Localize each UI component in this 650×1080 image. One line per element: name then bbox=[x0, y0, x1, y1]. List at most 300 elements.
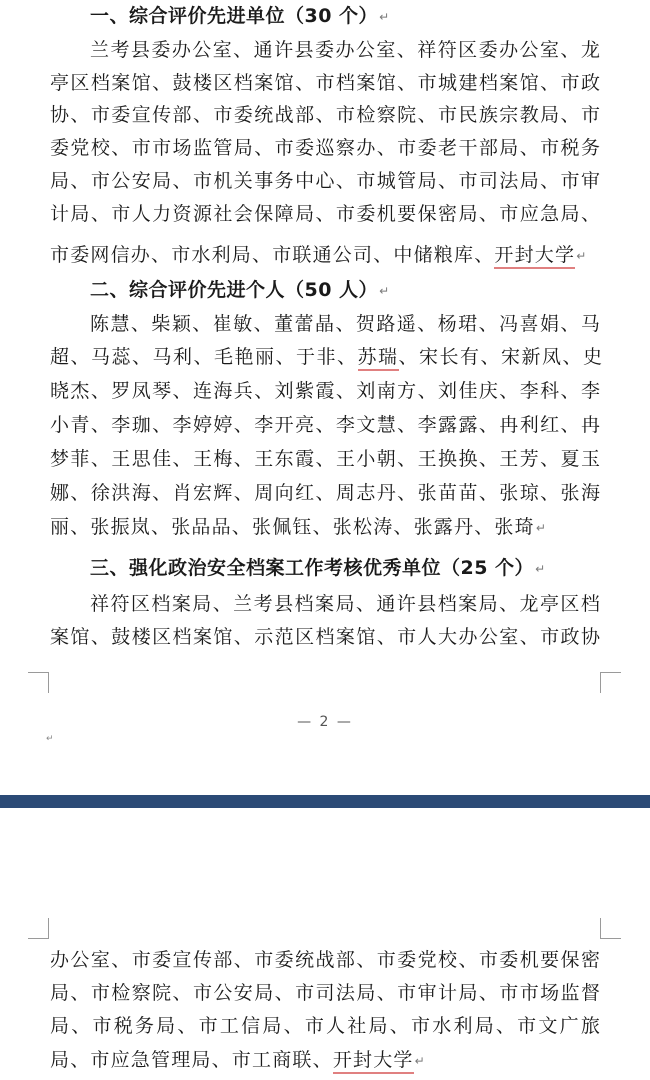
glyph: 李 bbox=[519, 380, 539, 402]
underlined-name: 开封大学 bbox=[333, 1049, 414, 1074]
glyph: 档 bbox=[315, 626, 335, 648]
glyph: 资 bbox=[172, 203, 192, 225]
glyph: 市 bbox=[295, 982, 315, 1004]
glyph: 协 bbox=[50, 104, 70, 126]
glyph: 市 bbox=[131, 137, 151, 159]
section-1-heading bbox=[90, 2, 390, 31]
glyph: 市 bbox=[499, 982, 519, 1004]
underlined-name: 苏瑞 bbox=[358, 346, 399, 371]
section-2-line-3 bbox=[50, 377, 600, 405]
glyph: 政 bbox=[580, 72, 600, 94]
glyph: 市 bbox=[540, 137, 560, 159]
glyph: 族 bbox=[478, 104, 498, 126]
glyph: 馆 bbox=[356, 626, 376, 648]
glyph: 统 bbox=[295, 949, 315, 971]
glyph: 、 bbox=[172, 380, 192, 402]
section-2-heading bbox=[90, 276, 390, 305]
glyph: 兰 bbox=[233, 593, 253, 615]
glyph: 务 bbox=[274, 170, 294, 192]
section-1-line-7-text: 市委网信办、市水利局、市联通公司、中储粮库、 bbox=[50, 244, 495, 266]
margin-corner-top-left bbox=[28, 918, 49, 939]
glyph: 东 bbox=[274, 448, 294, 470]
glyph: 区 bbox=[213, 72, 233, 94]
glyph: 市 bbox=[376, 949, 396, 971]
glyph: 法 bbox=[335, 982, 355, 1004]
glyph: 室 bbox=[90, 949, 110, 971]
glyph: 档 bbox=[172, 626, 192, 648]
glyph: 委 bbox=[356, 203, 376, 225]
glyph: 、 bbox=[478, 982, 498, 1004]
glyph: 市 bbox=[397, 982, 417, 1004]
glyph: 娜 bbox=[50, 482, 70, 504]
glyph: 、 bbox=[560, 313, 580, 335]
glyph: 保 bbox=[254, 203, 274, 225]
glyph: 市 bbox=[90, 104, 110, 126]
glyph: 区 bbox=[295, 626, 315, 648]
glyph: 社 bbox=[213, 203, 233, 225]
glyph: 局 bbox=[474, 1015, 494, 1037]
glyph: 档 bbox=[478, 72, 498, 94]
glyph: 、 bbox=[376, 982, 396, 1004]
glyph: 王 bbox=[111, 448, 131, 470]
glyph: 会 bbox=[233, 203, 253, 225]
glyph: 、 bbox=[152, 72, 172, 94]
glyph: 局 bbox=[458, 203, 478, 225]
glyph: 、 bbox=[70, 482, 90, 504]
glyph: 公 bbox=[355, 39, 375, 61]
glyph: 城 bbox=[438, 72, 458, 94]
glyph: 宣 bbox=[131, 104, 151, 126]
glyph: 机 bbox=[519, 949, 539, 971]
glyph: 、 bbox=[560, 380, 580, 402]
glyph: 案 bbox=[335, 626, 355, 648]
glyph: 、 bbox=[580, 203, 600, 225]
glyph: 周 bbox=[254, 482, 274, 504]
glyph: 、 bbox=[172, 982, 192, 1004]
glyph: 陈 bbox=[90, 313, 110, 335]
glyph: 干 bbox=[458, 137, 478, 159]
glyph: 室 bbox=[499, 626, 519, 648]
glyph: 柴 bbox=[151, 313, 171, 335]
underlined-name: 开封大学 bbox=[494, 244, 575, 269]
glyph: 、 bbox=[283, 1015, 303, 1037]
section-2-line-2-after: 、宋长有、宋新凤、史 bbox=[398, 346, 604, 368]
glyph: 朝 bbox=[376, 448, 396, 470]
glyph: 、 bbox=[478, 414, 498, 436]
glyph: 局 bbox=[254, 982, 274, 1004]
glyph: 市 bbox=[397, 626, 417, 648]
glyph: 统 bbox=[254, 104, 274, 126]
glyph: 、 bbox=[315, 448, 335, 470]
glyph: 、 bbox=[233, 626, 253, 648]
section-1-heading-text: 一、综合评价先进单位（30 个） bbox=[90, 5, 379, 27]
glyph: 、 bbox=[438, 170, 458, 192]
glyph: 小 bbox=[50, 414, 70, 436]
glyph: 委 bbox=[397, 949, 417, 971]
glyph: 张 bbox=[499, 482, 519, 504]
glyph: 、 bbox=[356, 949, 376, 971]
footer-paragraph-mark: ↵ bbox=[46, 734, 54, 744]
glyph: 、 bbox=[417, 380, 437, 402]
glyph: 霞 bbox=[315, 380, 335, 402]
glyph: 教 bbox=[519, 104, 539, 126]
glyph: 、 bbox=[172, 448, 192, 470]
glyph: 考 bbox=[253, 593, 273, 615]
glyph: 源 bbox=[192, 203, 212, 225]
glyph: 芳 bbox=[519, 448, 539, 470]
glyph: 办 bbox=[171, 39, 191, 61]
glyph: 、 bbox=[192, 104, 212, 126]
section-2-heading-text: 二、综合评价先进个人（50 人） bbox=[90, 279, 379, 301]
glyph: 关 bbox=[233, 170, 253, 192]
glyph: 李 bbox=[417, 414, 437, 436]
glyph: 换 bbox=[438, 448, 458, 470]
glyph: 楼 bbox=[192, 72, 212, 94]
glyph: 红 bbox=[295, 482, 315, 504]
glyph: 紫 bbox=[295, 380, 315, 402]
glyph: 公 bbox=[192, 39, 212, 61]
glyph: 、 bbox=[172, 170, 192, 192]
glyph: 局 bbox=[152, 170, 172, 192]
glyph: 县 bbox=[417, 593, 437, 615]
glyph: 、 bbox=[397, 414, 417, 436]
glyph: 委 bbox=[152, 949, 172, 971]
glyph: 公 bbox=[519, 39, 539, 61]
glyph: 、 bbox=[71, 1015, 91, 1037]
section-2-line-4 bbox=[50, 411, 600, 439]
glyph: 市 bbox=[152, 137, 172, 159]
glyph: 、 bbox=[233, 949, 253, 971]
glyph: 县 bbox=[130, 39, 150, 61]
glyph: 、 bbox=[70, 982, 90, 1004]
glyph: 市 bbox=[304, 1015, 324, 1037]
glyph: 、 bbox=[540, 72, 560, 94]
glyph: 案 bbox=[458, 593, 478, 615]
glyph: 战 bbox=[315, 949, 335, 971]
glyph: 委 bbox=[151, 39, 171, 61]
glyph: 市 bbox=[478, 949, 498, 971]
glyph: 、 bbox=[212, 593, 232, 615]
glyph: 办 bbox=[458, 626, 478, 648]
glyph: 应 bbox=[519, 203, 539, 225]
glyph: 公 bbox=[70, 949, 90, 971]
glyph: 崔 bbox=[212, 313, 232, 335]
glyph: 通 bbox=[253, 39, 273, 61]
glyph: 办 bbox=[335, 39, 355, 61]
glyph: 室 bbox=[539, 39, 559, 61]
glyph: 审 bbox=[580, 170, 600, 192]
paragraph-mark: ↵ bbox=[576, 249, 588, 263]
glyph: 、 bbox=[478, 203, 498, 225]
glyph: 苗 bbox=[438, 482, 458, 504]
glyph: 娟 bbox=[539, 313, 559, 335]
glyph: 敏 bbox=[233, 313, 253, 335]
glyph: 、 bbox=[177, 1015, 197, 1037]
glyph: 冉 bbox=[580, 414, 600, 436]
glyph: 、 bbox=[335, 380, 355, 402]
glyph: 办 bbox=[499, 39, 519, 61]
glyph: 丹 bbox=[376, 482, 396, 504]
glyph: 局 bbox=[458, 982, 478, 1004]
glyph: 洪 bbox=[111, 482, 131, 504]
glyph: 冉 bbox=[499, 414, 519, 436]
glyph: 市 bbox=[580, 104, 600, 126]
glyph: 换 bbox=[458, 448, 478, 470]
glyph: 通 bbox=[376, 593, 396, 615]
glyph: 委 bbox=[111, 104, 131, 126]
glyph: 计 bbox=[438, 982, 458, 1004]
section-2-line-2 bbox=[50, 343, 604, 371]
margin-corner-bottom-left bbox=[28, 672, 49, 693]
section-2-line-5 bbox=[50, 445, 600, 473]
glyph: 许 bbox=[274, 39, 294, 61]
glyph: 室 bbox=[212, 39, 232, 61]
glyph: 、 bbox=[90, 203, 110, 225]
glyph: 保 bbox=[560, 949, 580, 971]
glyph: 中 bbox=[295, 170, 315, 192]
glyph: 马 bbox=[580, 313, 600, 335]
glyph: 向 bbox=[274, 482, 294, 504]
section-1-line-3 bbox=[50, 101, 600, 129]
margin-corner-top-right bbox=[600, 918, 621, 939]
glyph: 场 bbox=[540, 982, 560, 1004]
glyph: 、 bbox=[90, 448, 110, 470]
glyph: 市 bbox=[458, 170, 478, 192]
glyph: 市 bbox=[131, 949, 151, 971]
glyph: 鼓 bbox=[172, 72, 192, 94]
glyph: 、 bbox=[335, 313, 355, 335]
glyph: 、 bbox=[499, 380, 519, 402]
glyph: 方 bbox=[397, 380, 417, 402]
glyph: 人 bbox=[326, 1015, 346, 1037]
section-3-line-1 bbox=[90, 590, 600, 618]
section-1-line-6 bbox=[50, 200, 600, 228]
glyph: 馆 bbox=[274, 72, 294, 94]
glyph: 力 bbox=[152, 203, 172, 225]
glyph: 馆 bbox=[70, 626, 90, 648]
glyph: 、 bbox=[540, 482, 560, 504]
glyph: 馆 bbox=[519, 72, 539, 94]
glyph: 亭 bbox=[50, 72, 70, 94]
section-2-line-2-before: 超、马蕊、马利、毛艳丽、于非、 bbox=[50, 346, 358, 368]
glyph: 密 bbox=[438, 203, 458, 225]
glyph: 检 bbox=[111, 982, 131, 1004]
glyph: 司 bbox=[315, 982, 335, 1004]
glyph: 露 bbox=[458, 414, 478, 436]
glyph: 区 bbox=[130, 593, 150, 615]
glyph: 人 bbox=[417, 626, 437, 648]
glyph: 、 bbox=[70, 104, 90, 126]
glyph: 案 bbox=[254, 72, 274, 94]
glyph: 公 bbox=[478, 626, 498, 648]
section-2-line-1 bbox=[90, 310, 600, 338]
glyph: 兵 bbox=[233, 380, 253, 402]
glyph: 蕾 bbox=[294, 313, 314, 335]
glyph: 、 bbox=[315, 104, 335, 126]
glyph: 察 bbox=[131, 982, 151, 1004]
glyph: 庆 bbox=[478, 380, 498, 402]
glyph: 保 bbox=[417, 203, 437, 225]
glyph: 、 bbox=[152, 414, 172, 436]
glyph: 监 bbox=[560, 982, 580, 1004]
glyph: 刘 bbox=[274, 380, 294, 402]
glyph: 苗 bbox=[458, 482, 478, 504]
glyph: 审 bbox=[417, 982, 437, 1004]
glyph: 档 bbox=[294, 593, 314, 615]
section-3-heading-text: 三、强化政治安全档案工作考核优秀单位（25 个） bbox=[90, 557, 535, 579]
glyph: 要 bbox=[397, 203, 417, 225]
glyph: 市 bbox=[410, 1015, 430, 1037]
glyph: 、 bbox=[560, 414, 580, 436]
glyph: 夏 bbox=[560, 448, 580, 470]
glyph: 红 bbox=[540, 414, 560, 436]
glyph: 、 bbox=[417, 104, 437, 126]
glyph: 水 bbox=[432, 1015, 452, 1037]
glyph: 大 bbox=[438, 626, 458, 648]
glyph: 委 bbox=[295, 137, 315, 159]
paragraph-mark: ↵ bbox=[379, 10, 390, 24]
paragraph-mark: ↵ bbox=[535, 521, 548, 535]
glyph: 局 bbox=[50, 982, 70, 1004]
glyph: 公 bbox=[213, 982, 233, 1004]
glyph: 人 bbox=[131, 203, 151, 225]
glyph: 案 bbox=[356, 72, 376, 94]
glyph: 、 bbox=[540, 170, 560, 192]
glyph: 巡 bbox=[315, 137, 335, 159]
glyph: 区 bbox=[152, 626, 172, 648]
section-3-line-5 bbox=[50, 1012, 600, 1040]
glyph: 机 bbox=[213, 170, 233, 192]
glyph: 公 bbox=[111, 170, 131, 192]
glyph: 符 bbox=[110, 593, 130, 615]
glyph: 、 bbox=[499, 593, 519, 615]
glyph: 、 bbox=[152, 482, 172, 504]
glyph: 、 bbox=[417, 313, 437, 335]
glyph: 局 bbox=[540, 104, 560, 126]
glyph: 霞 bbox=[295, 448, 315, 470]
glyph: 档 bbox=[335, 72, 355, 94]
glyph: 信 bbox=[241, 1015, 261, 1037]
glyph: 心 bbox=[315, 170, 335, 192]
glyph: 检 bbox=[356, 104, 376, 126]
glyph: 、 bbox=[495, 1015, 515, 1037]
glyph: 司 bbox=[478, 170, 498, 192]
glyph: 委 bbox=[50, 137, 70, 159]
glyph: 利 bbox=[453, 1015, 473, 1037]
glyph: 政 bbox=[560, 626, 580, 648]
glyph: 局 bbox=[192, 593, 212, 615]
section-2-line-7-text: 丽、张振岚、张品品、张佩钰、张松涛、张露丹、张琦 bbox=[50, 516, 535, 538]
paragraph-mark: ↵ bbox=[535, 562, 546, 576]
glyph: 市 bbox=[397, 137, 417, 159]
section-3-line-6-text: 局、市应急管理局、市工商联、 bbox=[50, 1049, 333, 1071]
glyph: 珈 bbox=[131, 414, 151, 436]
glyph: 祥 bbox=[90, 593, 110, 615]
glyph: 王 bbox=[417, 448, 437, 470]
glyph: 肖 bbox=[172, 482, 192, 504]
glyph: 、 bbox=[335, 170, 355, 192]
section-2-line-7 bbox=[50, 513, 600, 542]
glyph: 、 bbox=[90, 380, 110, 402]
glyph: 市 bbox=[417, 72, 437, 94]
glyph: 文 bbox=[356, 414, 376, 436]
glyph: 办 bbox=[50, 949, 70, 971]
glyph: 工 bbox=[219, 1015, 239, 1037]
glyph: 务 bbox=[580, 137, 600, 159]
glyph: 场 bbox=[172, 137, 192, 159]
glyph: 市 bbox=[92, 1015, 112, 1037]
glyph: 案 bbox=[192, 626, 212, 648]
glyph: 、 bbox=[90, 626, 110, 648]
glyph: 室 bbox=[376, 39, 396, 61]
glyph: 、 bbox=[254, 137, 274, 159]
glyph: 督 bbox=[580, 982, 600, 1004]
glyph: 校 bbox=[438, 949, 458, 971]
glyph: 障 bbox=[274, 203, 294, 225]
glyph: 案 bbox=[111, 72, 131, 94]
glyph: 机 bbox=[376, 203, 396, 225]
glyph: 、 bbox=[478, 482, 498, 504]
glyph: 市 bbox=[356, 170, 376, 192]
glyph: 李 bbox=[111, 414, 131, 436]
glyph: 委 bbox=[499, 949, 519, 971]
glyph: 李 bbox=[580, 380, 600, 402]
glyph: 、 bbox=[396, 39, 416, 61]
glyph: 慧 bbox=[110, 313, 130, 335]
glyph: 区 bbox=[70, 72, 90, 94]
glyph: 符 bbox=[437, 39, 457, 61]
paragraph-mark: ↵ bbox=[379, 284, 390, 298]
glyph: 档 bbox=[90, 72, 110, 94]
glyph: 局 bbox=[356, 982, 376, 1004]
glyph: 密 bbox=[580, 949, 600, 971]
glyph: 慧 bbox=[376, 414, 396, 436]
glyph: 校 bbox=[90, 137, 110, 159]
glyph: 龙 bbox=[580, 39, 600, 61]
glyph: 急 bbox=[540, 203, 560, 225]
glyph: 委 bbox=[274, 949, 294, 971]
glyph: 管 bbox=[213, 137, 233, 159]
glyph: 海 bbox=[580, 482, 600, 504]
glyph: 部 bbox=[172, 104, 192, 126]
glyph: 珺 bbox=[458, 313, 478, 335]
glyph: 琴 bbox=[152, 380, 172, 402]
section-3-line-6 bbox=[50, 1046, 600, 1075]
glyph: 、 bbox=[560, 39, 580, 61]
glyph: 、 bbox=[376, 137, 396, 159]
glyph: 案 bbox=[50, 626, 70, 648]
glyph: 利 bbox=[519, 414, 539, 436]
glyph: 文 bbox=[538, 1015, 558, 1037]
glyph: 传 bbox=[192, 949, 212, 971]
glyph: 县 bbox=[294, 39, 314, 61]
glyph: 市 bbox=[335, 203, 355, 225]
glyph: 、 bbox=[478, 448, 498, 470]
glyph: 局 bbox=[560, 203, 580, 225]
section-1-line-4 bbox=[50, 134, 600, 162]
glyph: 部 bbox=[213, 949, 233, 971]
glyph: 、 bbox=[295, 72, 315, 94]
glyph: 刘 bbox=[356, 380, 376, 402]
glyph: 、 bbox=[233, 39, 253, 61]
glyph: 市 bbox=[254, 949, 274, 971]
glyph: 局 bbox=[368, 1015, 388, 1037]
glyph: 、 bbox=[458, 949, 478, 971]
glyph: 务 bbox=[134, 1015, 154, 1037]
glyph: 喜 bbox=[519, 313, 539, 335]
glyph: 局 bbox=[262, 1015, 282, 1037]
glyph: 开 bbox=[274, 414, 294, 436]
